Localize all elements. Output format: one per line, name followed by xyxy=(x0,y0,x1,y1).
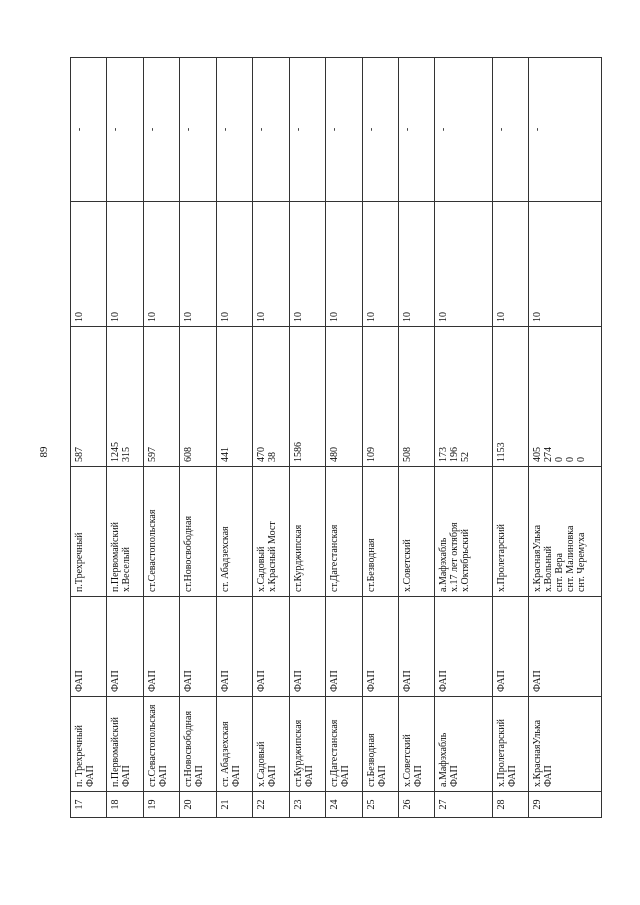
facility-name-cell: ст.Безводная ФАП xyxy=(362,697,398,792)
facility-type-cell: ФАП xyxy=(143,597,179,697)
note-cell: - xyxy=(143,58,179,202)
population-cell: 109 xyxy=(362,327,398,467)
settlements-cell: х.Советский xyxy=(398,467,434,597)
facility-type-cell: ФАП xyxy=(529,597,602,697)
facility-name-cell: п. Трехречный ФАП xyxy=(71,697,107,792)
note-cell: - xyxy=(362,58,398,202)
row-number-cell: 20 xyxy=(180,792,216,818)
distance-cell: 10 xyxy=(492,202,528,327)
facility-name-cell: а.Мафэхабль ФАП xyxy=(435,697,492,792)
facility-type-cell: ФАП xyxy=(398,597,434,697)
population-cell: 508 xyxy=(398,327,434,467)
table-row xyxy=(107,58,143,818)
facility-type-cell: ФАП xyxy=(326,597,362,697)
row-number-cell: 27 xyxy=(435,792,492,818)
distance-cell: 10 xyxy=(435,202,492,327)
facility-name-cell: п.Первомайский ФАП xyxy=(107,697,143,792)
table-row xyxy=(529,58,602,818)
table-row xyxy=(326,58,362,818)
population-cell: 608 xyxy=(180,327,216,467)
page-number: 89 xyxy=(38,446,50,458)
facility-name-cell: ст.Дагестанская ФАП xyxy=(326,697,362,792)
table-row xyxy=(398,58,434,818)
facility-name-cell: х.Советский ФАП xyxy=(398,697,434,792)
row-number-cell: 21 xyxy=(216,792,252,818)
settlements-cell: ст. Абадзехская xyxy=(216,467,252,597)
row-number-cell: 26 xyxy=(398,792,434,818)
note-cell: - xyxy=(529,58,602,202)
population-cell: 1586 xyxy=(289,327,325,467)
note-cell: - xyxy=(398,58,434,202)
note-cell: - xyxy=(289,58,325,202)
population-cell: 1245 315 xyxy=(107,327,143,467)
table-row xyxy=(492,58,528,818)
facility-type-cell: ФАП xyxy=(71,597,107,697)
table-row xyxy=(71,58,107,818)
distance-cell: 10 xyxy=(216,202,252,327)
note-cell: - xyxy=(71,58,107,202)
settlements-cell: п.Первомайский х.Веселый xyxy=(107,467,143,597)
note-cell: - xyxy=(253,58,289,202)
settlements-cell: х.Садовый х.Красный Мост xyxy=(253,467,289,597)
distance-cell: 10 xyxy=(71,202,107,327)
settlements-cell: х.Пролетарский xyxy=(492,467,528,597)
table-row xyxy=(435,58,492,818)
facility-type-cell: ФАП xyxy=(253,597,289,697)
note-cell: - xyxy=(435,58,492,202)
population-cell: 405 274 0 0 0 xyxy=(529,327,602,467)
facility-name-cell: ст.Новосвободная ФАП xyxy=(180,697,216,792)
table-row xyxy=(143,58,179,818)
note-cell: - xyxy=(180,58,216,202)
facility-type-cell: ФАП xyxy=(289,597,325,697)
table-body xyxy=(71,58,602,818)
settlements-cell: ст.Новосвободная xyxy=(180,467,216,597)
facilities-table xyxy=(70,57,602,818)
note-cell: - xyxy=(326,58,362,202)
table-row xyxy=(289,58,325,818)
row-number-cell: 19 xyxy=(143,792,179,818)
row-number-cell: 18 xyxy=(107,792,143,818)
settlements-cell: ст.Безводная xyxy=(362,467,398,597)
note-cell: - xyxy=(107,58,143,202)
population-cell: 1153 xyxy=(492,327,528,467)
table-row xyxy=(253,58,289,818)
facility-type-cell: ФАП xyxy=(216,597,252,697)
settlements-cell: х.КраснаяУлька х.Вольный снт. Вера снт. Малиновка снт. Черемуха xyxy=(529,467,602,597)
row-number-cell: 24 xyxy=(326,792,362,818)
row-number-cell: 29 xyxy=(529,792,602,818)
distance-cell: 10 xyxy=(326,202,362,327)
row-number-cell: 17 xyxy=(71,792,107,818)
distance-cell: 10 xyxy=(253,202,289,327)
row-number-cell: 23 xyxy=(289,792,325,818)
facility-type-cell: ФАП xyxy=(107,597,143,697)
distance-cell: 10 xyxy=(107,202,143,327)
distance-cell: 10 xyxy=(398,202,434,327)
distance-cell: 10 xyxy=(180,202,216,327)
settlements-cell: а.Мафэхабль х.17 лет октября х.Октябрьский xyxy=(435,467,492,597)
facility-type-cell: ФАП xyxy=(180,597,216,697)
facility-name-cell: х.Садовый ФАП xyxy=(253,697,289,792)
population-cell: 480 xyxy=(326,327,362,467)
facility-name-cell: х.КраснаяУлька ФАП xyxy=(529,697,602,792)
population-cell: 441 xyxy=(216,327,252,467)
rotated-table-area xyxy=(70,58,602,818)
facility-name-cell: ст.Курджипская ФАП xyxy=(289,697,325,792)
row-number-cell: 28 xyxy=(492,792,528,818)
facility-name-cell: ст.Севастопольская ФАП xyxy=(143,697,179,792)
facility-type-cell: ФАП xyxy=(362,597,398,697)
facility-name-cell: х.Пролетарский ФАП xyxy=(492,697,528,792)
table-container xyxy=(70,58,602,818)
facility-type-cell: ФАП xyxy=(435,597,492,697)
table-row xyxy=(362,58,398,818)
row-number-cell: 22 xyxy=(253,792,289,818)
population-cell: 587 xyxy=(71,327,107,467)
distance-cell: 10 xyxy=(529,202,602,327)
distance-cell: 10 xyxy=(289,202,325,327)
row-number-cell: 25 xyxy=(362,792,398,818)
distance-cell: 10 xyxy=(362,202,398,327)
settlements-cell: п.Трехречный xyxy=(71,467,107,597)
facility-type-cell: ФАП xyxy=(492,597,528,697)
distance-cell: 10 xyxy=(143,202,179,327)
settlements-cell: ст.Севастопольская xyxy=(143,467,179,597)
population-cell: 597 xyxy=(143,327,179,467)
note-cell: - xyxy=(492,58,528,202)
note-cell: - xyxy=(216,58,252,202)
table-row xyxy=(180,58,216,818)
facility-name-cell: ст. Абадзехская ФАП xyxy=(216,697,252,792)
population-cell: 470 38 xyxy=(253,327,289,467)
settlements-cell: ст.Курджипская xyxy=(289,467,325,597)
table-row xyxy=(216,58,252,818)
population-cell: 173 196 52 xyxy=(435,327,492,467)
settlements-cell: ст.Дагестанская xyxy=(326,467,362,597)
